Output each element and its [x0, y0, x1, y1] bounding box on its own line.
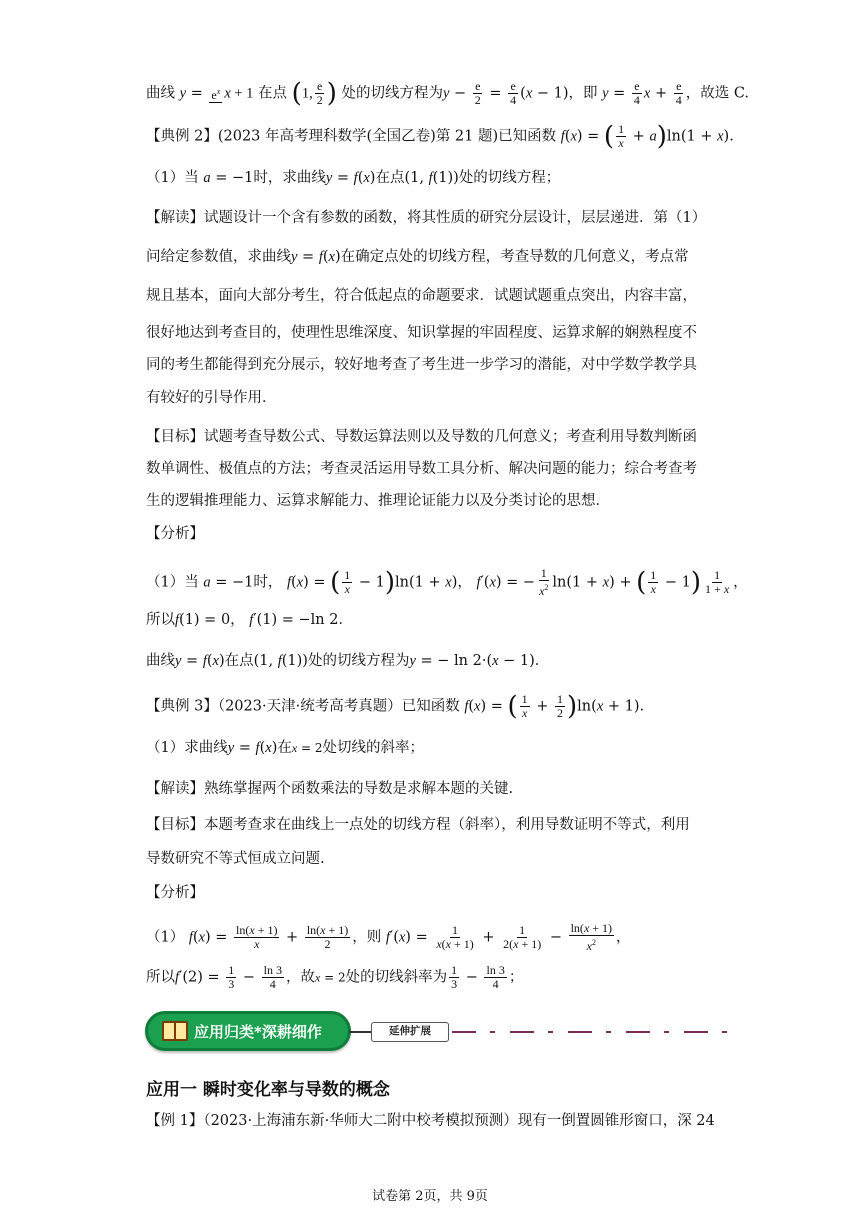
example-2-goal: 【目标】试题考查导数公式、导数运算法则以及导数的几何意义；考查利用导数判断函 — [146, 429, 697, 445]
example-3-goal: 导数研究不等式恒成立问题. — [146, 851, 325, 867]
book-icon — [162, 1021, 188, 1041]
example-2-interpretation: 【解读】试题设计一个含有参数的函数，将其性质的研究分层设计，层层递进．第（1） — [146, 210, 707, 226]
example-3-interpretation: 【解读】熟练掌握两个函数乘法的导数是求解本题的关键. — [146, 781, 514, 797]
extension-tag: 延伸扩展 — [371, 1022, 449, 1042]
section-title: 应用一 瞬时变化率与导数的概念 — [146, 1080, 390, 1100]
example-2-analysis-step: 所以f(1) = 0， f′(1) = −ln 2． — [146, 612, 353, 628]
solution-line: 曲线 y = $e^x$ x + 1 在点 (1, $\frac{e}{2}$ ) 处的切线方程为y − $\frac{e}{2}$ = $\frac{e}{4}$ (x − 1)，即 y = $\frac{e}{4}$ x + $\frac{e}{4}$ ，故选 C. — [146, 78, 750, 109]
example-2-interpretation: 很好地达到考查目的，使理性思维深度、知识掌握的牢固程度、运算求解的娴熟程度不 — [146, 325, 697, 341]
section-banner — [145, 1011, 351, 1051]
example-1-heading: 【例 1】（2023·上海浦东新·华师大二附中校考模拟预测）现有一倒置圆锥形窗口，深 24 — [146, 1113, 715, 1129]
example-2-interpretation: 同的考生都能得到充分展示，较好地考查了考生进一步学习的潜能，对中学数学教学具 — [146, 357, 697, 373]
banner-title: 应用归类*深耕细作 — [194, 1022, 322, 1041]
example-2-interpretation: 问给定参数值，求曲线y = f(x)在确定点处的切线方程，考查导数的几何意义，考点常 — [146, 249, 689, 265]
page-footer: 试卷第 2页，共 9页 — [372, 1189, 488, 1204]
example-3-question-1: （1）求曲线y = f(x)在x = 2处切线的斜率； — [146, 740, 425, 756]
decorative-dash-line — [452, 1031, 742, 1033]
example-2-interpretation: 有较好的引导作用． — [146, 390, 277, 406]
example-3-analysis-step: 所以f′(2) = $\frac{1}{3}$ − $\frac{\ln 3}{4}$ ，故x = 2处的切线斜率为 $\frac{1}{3}$ − $\frac{\ln 3}{4}$ ； — [146, 963, 524, 991]
example-3-goal: 【目标】本题考查求在曲线上一点处的切线方程（斜率），利用导数证明不等式，利用 — [146, 817, 690, 833]
example-2-interpretation: 规且基本，面向大部分考生，符合低起点的命题要求．试题试题重点突出，内容丰富， — [146, 288, 697, 304]
banner-connector — [349, 1031, 373, 1033]
example-2-heading: 【典例 2】(2023 年高考理科数学(全国乙卷)第 21 题)已知函数 f(x) = ( $\frac{1}{x}$ + a)ln(1 + x). — [146, 121, 734, 152]
example-2-analysis-step: （1）当 a = −1时， f(x) = ( $\frac{1}{x}$ − 1)ln(1 + x)， f′(x) = − $\frac{1}{x^2}$ ln(1 + x) + ( $\frac{1}{x}$ − 1) $\frac{1}{1 + x}$ ， — [146, 566, 748, 598]
example-2-goal: 生的逻辑推理能力、运算求解能力、推理论证能力以及分类讨论的思想． — [146, 493, 610, 509]
example-2-analysis-label: 【分析】 — [146, 526, 204, 542]
example-3-heading: 【典例 3】（2023·天津·统考高考真题）已知函数 f(x) = ( $\frac{1}{x}$ + $\frac{1}{2}$ )ln(x + 1). — [146, 691, 645, 722]
example-3-analysis-label: 【分析】 — [146, 885, 204, 901]
example-2-analysis-step: 曲线y = f(x)在点(1, f(1))处的切线方程为y = − ln 2·(x − 1)． — [146, 653, 550, 669]
example-2-goal: 数单调性、极值点的方法；考查灵活运用导数工具分析、解决问题的能力；综合考查考 — [146, 461, 697, 477]
example-2-question-1: （1）当 a = −1时，求曲线y = f(x)在点(1, f(1))处的切线方程； — [146, 170, 561, 186]
example-3-analysis-step: （1） f(x) = $\frac{\ln(x + 1)}{x}$ + $\frac{\ln(x + 1)}{2}$ ，则 f′(x) = $\frac{1}{x(x + 1)}$ + $\frac{1}{2(x + 1)}$ − $\frac{\ln(x + 1)}{x^2}$ ， — [146, 921, 631, 953]
